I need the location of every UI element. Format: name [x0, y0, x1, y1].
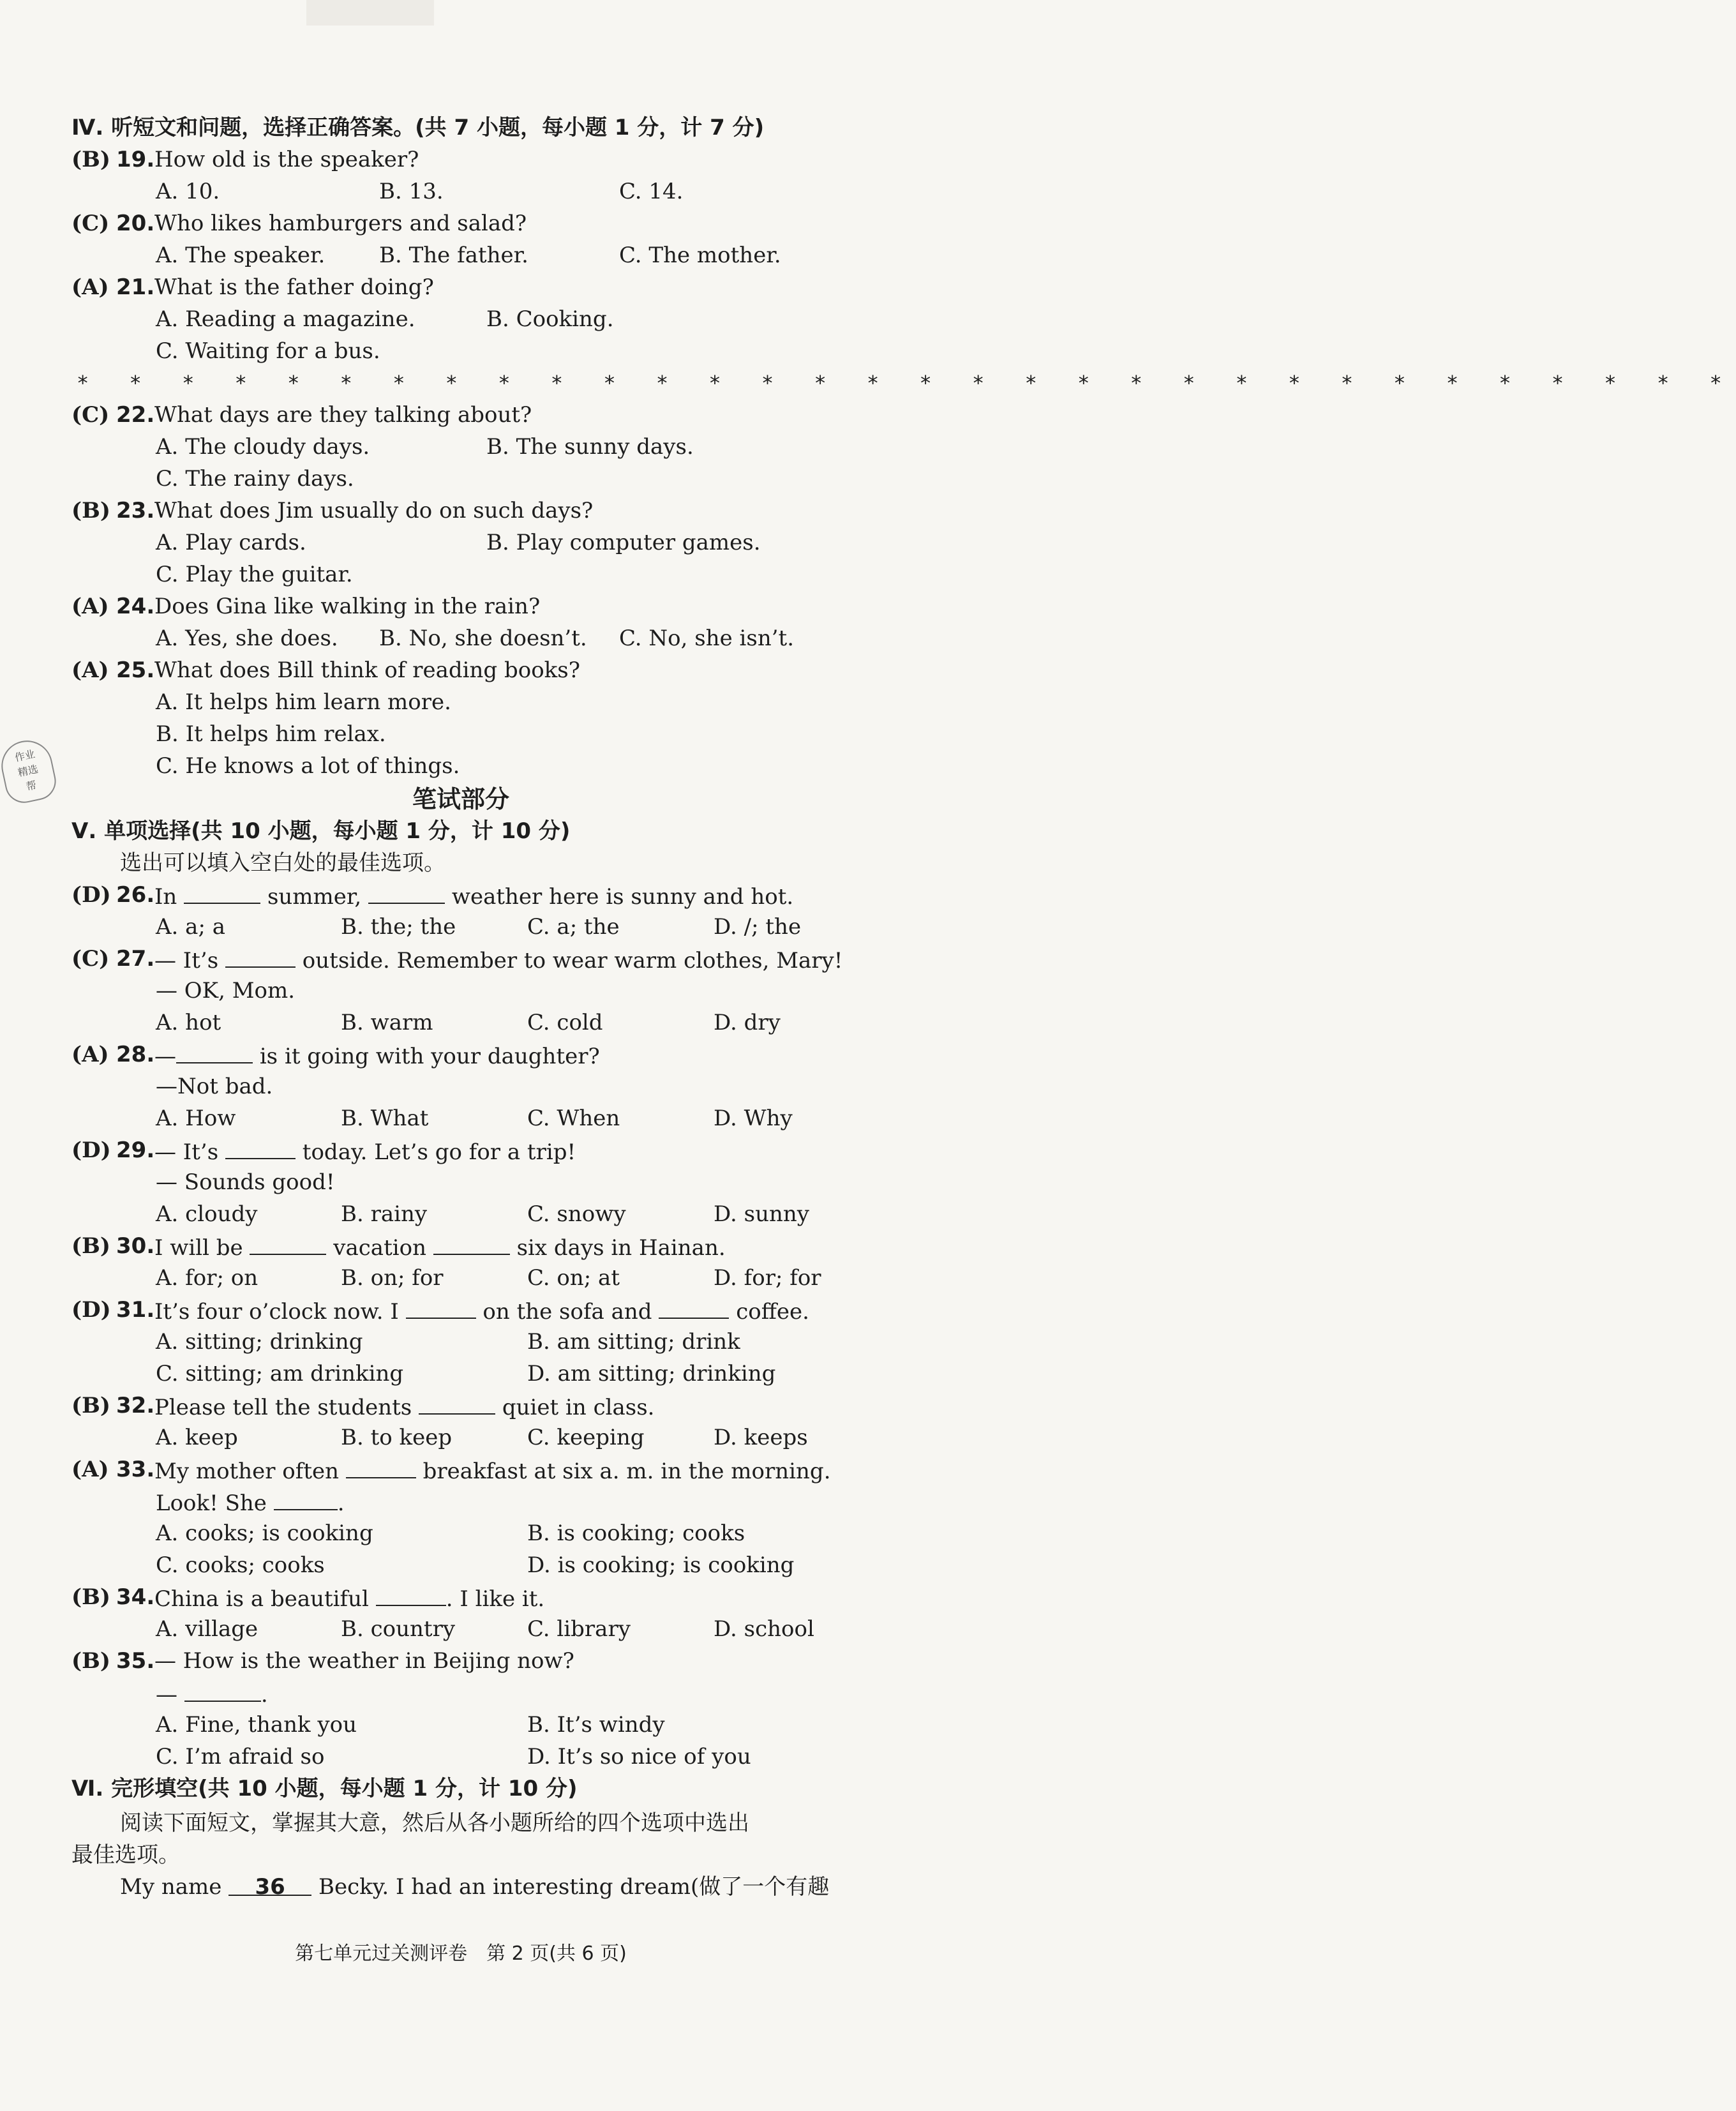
section-4-heading: Ⅳ. 听短文和问题，选择正确答案。(共 7 小题，每小题 1 分，计 7 分) [71, 115, 765, 140]
option: C. 14. [619, 179, 684, 204]
reply-35 [0, 1678, 922, 1708]
option: C. He knows a lot of things. [156, 753, 460, 779]
option: B. country [341, 1616, 456, 1642]
question-26 [0, 880, 922, 910]
option: D. dry [714, 1010, 781, 1035]
blank [274, 1486, 338, 1510]
written-section-title: 笔试部分 [412, 785, 509, 813]
passage-text [120, 1872, 829, 1902]
question-21 [0, 272, 922, 303]
option: B. warm [341, 1010, 433, 1035]
option: C. The rainy days. [156, 466, 354, 492]
question-text: Does Gina like walking in the rain? [154, 594, 541, 619]
option: B. Cooking. [486, 306, 614, 332]
options-30 [0, 1263, 922, 1293]
reply-28: —Not bad. [156, 1074, 273, 1099]
option: C. snowy [527, 1201, 626, 1227]
question-text [154, 1135, 576, 1168]
section-6-heading: Ⅵ. 完形填空(共 10 小题，每小题 1 分，计 10 分) [71, 1776, 578, 1801]
option: C. a; the [527, 914, 620, 940]
section-5-heading: Ⅴ. 单项选择(共 10 小题，每小题 1 分，计 10 分) [71, 818, 571, 844]
option: C. cooks; cooks [156, 1552, 325, 1578]
option: C. Waiting for a bus. [156, 338, 380, 364]
option: B. rainy [341, 1201, 428, 1227]
question-33-cont [0, 1486, 922, 1517]
question-text: What does Jim usually do on such days? [154, 498, 594, 523]
qnum-25: 25. [116, 657, 155, 683]
reply-29: — Sounds good! [156, 1169, 335, 1195]
option: A. Yes, she does. [156, 626, 338, 651]
question-text: — How is the weather in Beijing now? [154, 1648, 574, 1674]
option: C. Play the guitar. [156, 562, 353, 587]
option: A. village [156, 1616, 258, 1642]
option: A. a; a [156, 914, 225, 940]
text: I will be [154, 1235, 243, 1261]
text: Look! She [156, 1491, 267, 1516]
text: . [260, 1682, 268, 1708]
blank [184, 880, 260, 904]
option: B. the; the [341, 914, 456, 940]
blank [250, 1231, 326, 1255]
answer-34: (B) [71, 1584, 110, 1610]
qnum-27: 27. [116, 946, 155, 972]
blank-36: 36 [228, 1872, 311, 1896]
answer-23: (B) [71, 498, 110, 523]
qnum-35: 35. [116, 1648, 155, 1674]
option: B. It helps him relax. [156, 721, 386, 747]
option: B. Play computer games. [486, 530, 761, 555]
blank [176, 1039, 253, 1063]
options-28 [0, 1103, 922, 1134]
options-24 [0, 623, 922, 654]
qnum-33: 33. [116, 1457, 155, 1482]
answer-21: (A) [71, 274, 109, 300]
text: today. Let’s go for a trip! [302, 1139, 576, 1165]
answer-27: (C) [71, 946, 110, 972]
text: In [154, 884, 177, 910]
options-22-row2 [0, 463, 922, 494]
reply-text [156, 1678, 268, 1710]
blank [433, 1231, 510, 1255]
option: B. is cooking; cooks [527, 1521, 745, 1546]
text: It’s four o’clock now. I [154, 1299, 399, 1325]
blank [659, 1295, 729, 1319]
option: C. on; at [527, 1265, 620, 1291]
options-35-row2 [0, 1741, 922, 1772]
question-23 [0, 495, 922, 526]
options-19 [0, 176, 922, 207]
options-35-row1 [0, 1709, 922, 1740]
question-text [154, 1295, 809, 1327]
options-33-row1 [0, 1518, 922, 1549]
reply-27: — OK, Mom. [156, 978, 296, 1003]
qnum-34: 34. [116, 1584, 155, 1610]
answer-33: (A) [71, 1457, 109, 1482]
qnum-28: 28. [116, 1042, 155, 1067]
answer-24: (A) [71, 594, 109, 619]
question-34 [0, 1582, 922, 1612]
section-5-instruction: 选出可以填入空白处的最佳选项。 [120, 850, 445, 876]
question-text [156, 1486, 345, 1519]
blank [346, 1454, 416, 1478]
text: quiet in class. [502, 1395, 655, 1420]
option: A. cooks; is cooking [156, 1521, 373, 1546]
options-25-b [0, 719, 922, 749]
option: B. to keep [341, 1425, 453, 1450]
option: C. cold [527, 1010, 603, 1035]
blank [368, 880, 445, 904]
question-27 [0, 943, 922, 974]
star-separator: * * * * * * * * * * * * * * * * * * * * * * * * * * * * * * * * [77, 371, 1736, 395]
option: A. The speaker. [156, 243, 326, 268]
qnum-32: 32. [116, 1393, 155, 1418]
options-33-row2 [0, 1550, 922, 1581]
text: Please tell the students [154, 1395, 412, 1420]
answer-20: (C) [71, 211, 110, 236]
question-25 [0, 655, 922, 686]
page-footer: 第七单元过关测评卷 第 2 页(共 6 页) [295, 1942, 627, 1965]
options-25-a [0, 687, 922, 717]
question-text [154, 880, 793, 912]
question-text [154, 943, 842, 976]
option: D. sunny [714, 1201, 810, 1227]
option: A. for; on [156, 1265, 258, 1291]
qnum-31: 31. [116, 1297, 155, 1323]
option: A. cloudy [156, 1201, 258, 1227]
text: . [337, 1491, 345, 1516]
text: six days in Hainan. [516, 1235, 726, 1261]
scan-mark [306, 0, 434, 26]
qnum-20: 20. [116, 211, 155, 236]
option: A. sitting; drinking [156, 1329, 363, 1355]
section-6-instruction-2: 最佳选项。 [71, 1842, 180, 1868]
option: A. It helps him learn more. [156, 689, 451, 715]
option: C. When [527, 1106, 620, 1131]
answer-22: (C) [71, 402, 110, 428]
answer-35: (B) [71, 1648, 110, 1674]
text: China is a beautiful [154, 1586, 369, 1612]
question-32 [0, 1390, 922, 1421]
option: D. It’s so nice of you [527, 1744, 751, 1769]
text: — It’s [154, 948, 219, 973]
qnum-19: 19. [116, 147, 155, 172]
text: . I like it. [445, 1586, 545, 1612]
options-29 [0, 1199, 922, 1229]
options-31-row1 [0, 1326, 922, 1357]
passage-line-1 [0, 1872, 922, 1902]
text: My mother often [154, 1459, 340, 1484]
text: Becky. I had an interesting dream(做了一个有趣 [318, 1874, 830, 1900]
text: breakfast at six a. m. in the morning. [423, 1459, 831, 1484]
question-text [154, 1231, 726, 1263]
options-20 [0, 240, 922, 271]
stamp-text: 作业 [13, 747, 36, 764]
options-21 [0, 304, 922, 334]
answer-26: (D) [71, 882, 111, 908]
option: A. Reading a magazine. [156, 306, 415, 332]
section-6-instruction-1: 阅读下面短文，掌握其大意，然后从各小题所给的四个选项中选出 [120, 1810, 749, 1836]
option: B. The sunny days. [486, 434, 694, 460]
option: A. The cloudy days. [156, 434, 370, 460]
question-text: What does Bill think of reading books? [154, 657, 580, 683]
question-33 [0, 1454, 922, 1485]
option: A. How [156, 1106, 236, 1131]
qnum-24: 24. [116, 594, 155, 619]
stamp-text: 精选 [17, 762, 40, 779]
answer-30: (B) [71, 1233, 110, 1259]
answer-31: (D) [71, 1297, 111, 1323]
question-30 [0, 1231, 922, 1261]
answer-28: (A) [71, 1042, 109, 1067]
text: — It’s [154, 1139, 219, 1165]
option: A. Play cards. [156, 530, 306, 555]
answer-19: (B) [71, 147, 110, 172]
question-29 [0, 1135, 922, 1166]
question-text [154, 1582, 544, 1614]
text: summer, [267, 884, 362, 910]
option: D. /; the [714, 914, 802, 940]
option: C. No, she isn’t. [619, 626, 795, 651]
options-23-row2 [0, 559, 922, 590]
question-20 [0, 208, 922, 239]
qnum-29: 29. [116, 1138, 155, 1163]
option: A. hot [156, 1010, 221, 1035]
option: D. is cooking; is cooking [527, 1552, 795, 1578]
options-25-c [0, 751, 922, 781]
blank [419, 1390, 495, 1415]
qnum-22: 22. [116, 402, 155, 428]
question-text: What is the father doing? [154, 274, 434, 300]
options-32 [0, 1422, 922, 1453]
option: B. The father. [379, 243, 528, 268]
stamp-text: 帮 [25, 779, 38, 793]
question-28 [0, 1039, 922, 1070]
text: is it going with your daughter? [259, 1044, 600, 1069]
question-text: What days are they talking about? [154, 402, 532, 428]
option: B. 13. [379, 179, 444, 204]
option: B. It’s windy [527, 1712, 665, 1738]
text: My name [120, 1874, 222, 1900]
qnum-30: 30. [116, 1233, 155, 1259]
text: weather here is sunny and hot. [451, 884, 794, 910]
question-31 [0, 1295, 922, 1325]
option: B. What [341, 1106, 429, 1131]
text: outside. Remember to wear warm clothes, Mary! [302, 948, 843, 973]
option: D. keeps [714, 1425, 808, 1450]
option: A. Fine, thank you [156, 1712, 357, 1738]
question-19 [0, 144, 922, 175]
question-text [154, 1390, 655, 1423]
text: coffee. [736, 1299, 809, 1325]
blank [406, 1295, 476, 1319]
blank [184, 1678, 261, 1702]
option: B. on; for [341, 1265, 444, 1291]
options-31-row2 [0, 1358, 922, 1389]
answer-25: (A) [71, 657, 109, 683]
option: D. Why [714, 1106, 793, 1131]
option: C. keeping [527, 1425, 645, 1450]
option: B. No, she doesn’t. [379, 626, 587, 651]
qnum-23: 23. [116, 498, 155, 523]
question-text: Who likes hamburgers and salad? [154, 211, 527, 236]
options-27 [0, 1007, 922, 1038]
option: A. 10. [156, 179, 220, 204]
options-21-row2 [0, 336, 922, 366]
option: C. library [527, 1616, 631, 1642]
text: — [154, 1044, 176, 1069]
option: D. for; for [714, 1265, 821, 1291]
option: C. The mother. [619, 243, 781, 268]
question-22 [0, 400, 922, 430]
option: C. sitting; am drinking [156, 1361, 404, 1386]
text: vacation [333, 1235, 426, 1261]
option: B. am sitting; drink [527, 1329, 740, 1355]
options-34 [0, 1614, 922, 1644]
answer-29: (D) [71, 1138, 111, 1163]
text: on the sofa and [483, 1299, 652, 1325]
option: D. school [714, 1616, 814, 1642]
option: A. keep [156, 1425, 238, 1450]
blank [376, 1582, 446, 1606]
option: D. am sitting; drinking [527, 1361, 776, 1386]
options-22 [0, 432, 922, 462]
options-23 [0, 527, 922, 558]
question-35 [0, 1646, 922, 1676]
text: — [156, 1682, 177, 1708]
question-24 [0, 591, 922, 622]
qnum-26: 26. [116, 882, 155, 908]
answer-32: (B) [71, 1393, 110, 1418]
question-text [154, 1454, 831, 1487]
blank [225, 1135, 296, 1159]
qnum-21: 21. [116, 274, 155, 300]
options-26 [0, 912, 922, 942]
option: C. I’m afraid so [156, 1744, 325, 1769]
blank [225, 943, 296, 968]
question-text [154, 1039, 600, 1072]
question-text: How old is the speaker? [154, 147, 419, 172]
